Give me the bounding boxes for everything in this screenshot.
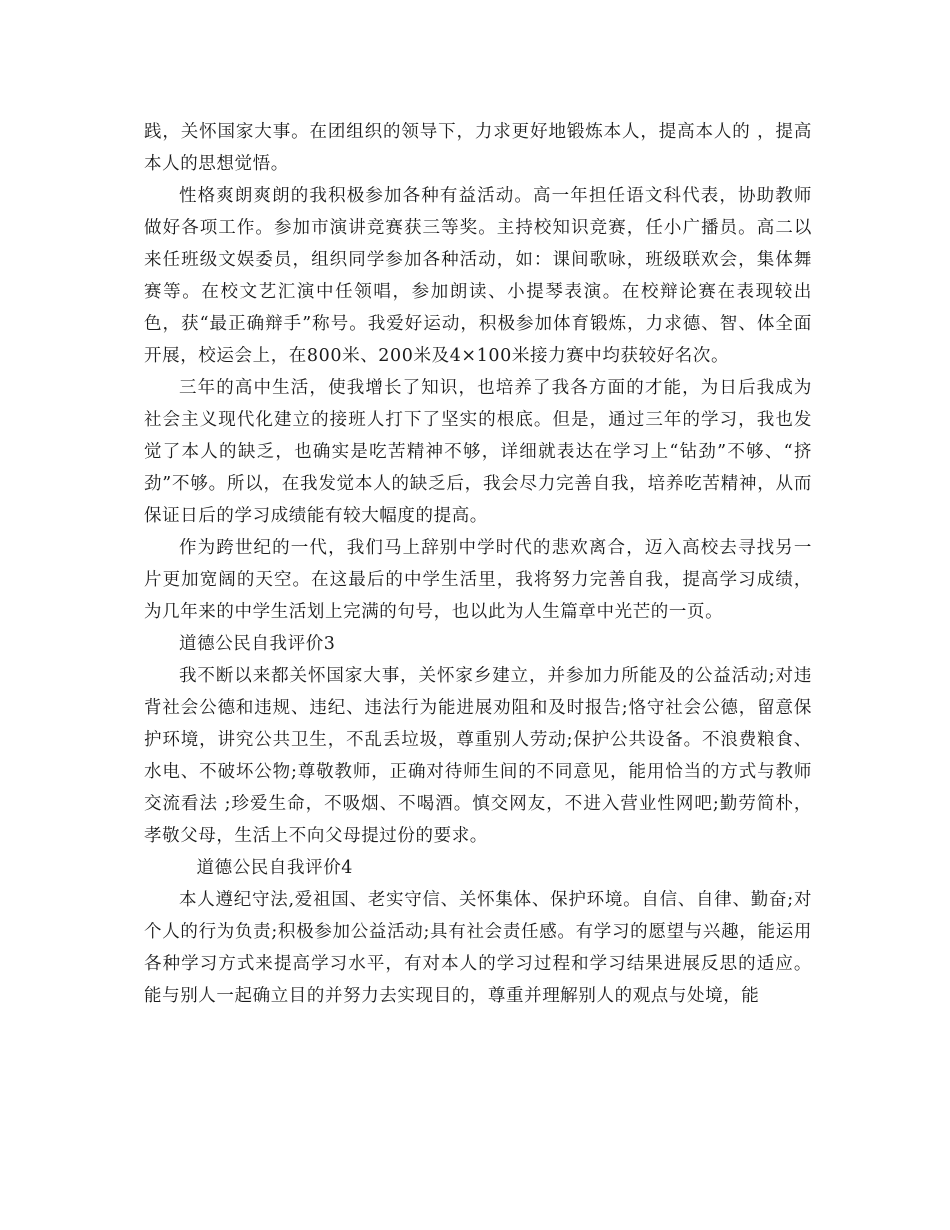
document-page	[144, 116, 812, 1012]
paragraph-activities: 性格爽朗爽朗的我积极参加各种有益活动。高一年担任语文科代表，协助教师做好各项工作。参加市演讲竞赛获三等奖。主持校知识竞赛，任小广播员。高二以来任班级文娱委员，组织同学参加各种活动，如：课间歌咏，班级联欢会，集体舞赛等。在校文艺汇演中任领唱，参加朗读、小提琴表演。在校辩论赛在表现较出色，获“最正确辩手”称号。我爱好运动，积极参加体育锻炼，力求德、智、体全面开展，校运会上，在800米、200米及4×100米接力赛中均获较好名次。	[144, 186, 812, 366]
paragraph-farewell: 作为跨世纪的一代，我们马上辞别中学时代的悲欢离合，迈入高校去寻找另一片更加宽阔的天空。在这最后的中学生活里，我将努力完善自我，提高学习成绩，为几年来的中学生活划上完满的句号，也以此为人生篇章中光芒的一页。	[144, 538, 812, 622]
section-heading-4: 道德公民自我评价4	[196, 858, 354, 878]
paragraph-evaluation-3: 我不断以来都关怀国家大事，关怀家乡建立，并参加力所能及的公益活动;对违背社会公德和违规、违纪、违法行为能进展劝阻和及时报告;恪守社会公德，留意保护环境，讲究公共卫生，不乱丢垃圾，尊重别人劳动;保护公共设备。不浪费粮食、水电、不破坏公物;尊敬教师，正确对待师生间的不同意见，能用恰当的方式与教师交流看法 ;珍爱生命，不吸烟、不喝酒。慎交网友，不进入营业性网吧;勤劳简朴，孝敬父母，生活上不向父母提过份的要求。	[144, 666, 812, 846]
paragraph-continued: 践，关怀国家大事。在团组织的领导下，力求更好地锻炼本人，提高本人的 ，提高本人的思想觉悟。	[144, 122, 812, 174]
paragraph-evaluation-4: 本人遵纪守法,爱祖国、老实守信、关怀集体、保护环境。自信、自律、勤奋;对个人的行为负责;积极参加公益活动;具有社会责任感。有学习的愿望与兴趣，能运用各种学习方式来提高学习水平，有对本人的学习过程和学习结果进展反思的适应。能与别人一起确立目的并努力去实现目的，尊重并理解别人的观点与处境，能	[144, 890, 812, 1006]
section-heading-3: 道德公民自我评价3	[179, 634, 336, 654]
paragraph-high-school-life: 三年的高中生活，使我增长了知识，也培养了我各方面的才能，为日后我成为社会主义现代化建立的接班人打下了坚实的根底。但是，通过三年的学习，我也发觉了本人的缺乏，也确实是吃苦精神不够，详细就表达在学习上“钻劲”不够、“挤劲”不够。所以，在我发觉本人的缺乏后，我会尽力完善自我，培养吃苦精神，从而保证日后的学习成绩能有较大幅度的提高。	[144, 378, 812, 526]
